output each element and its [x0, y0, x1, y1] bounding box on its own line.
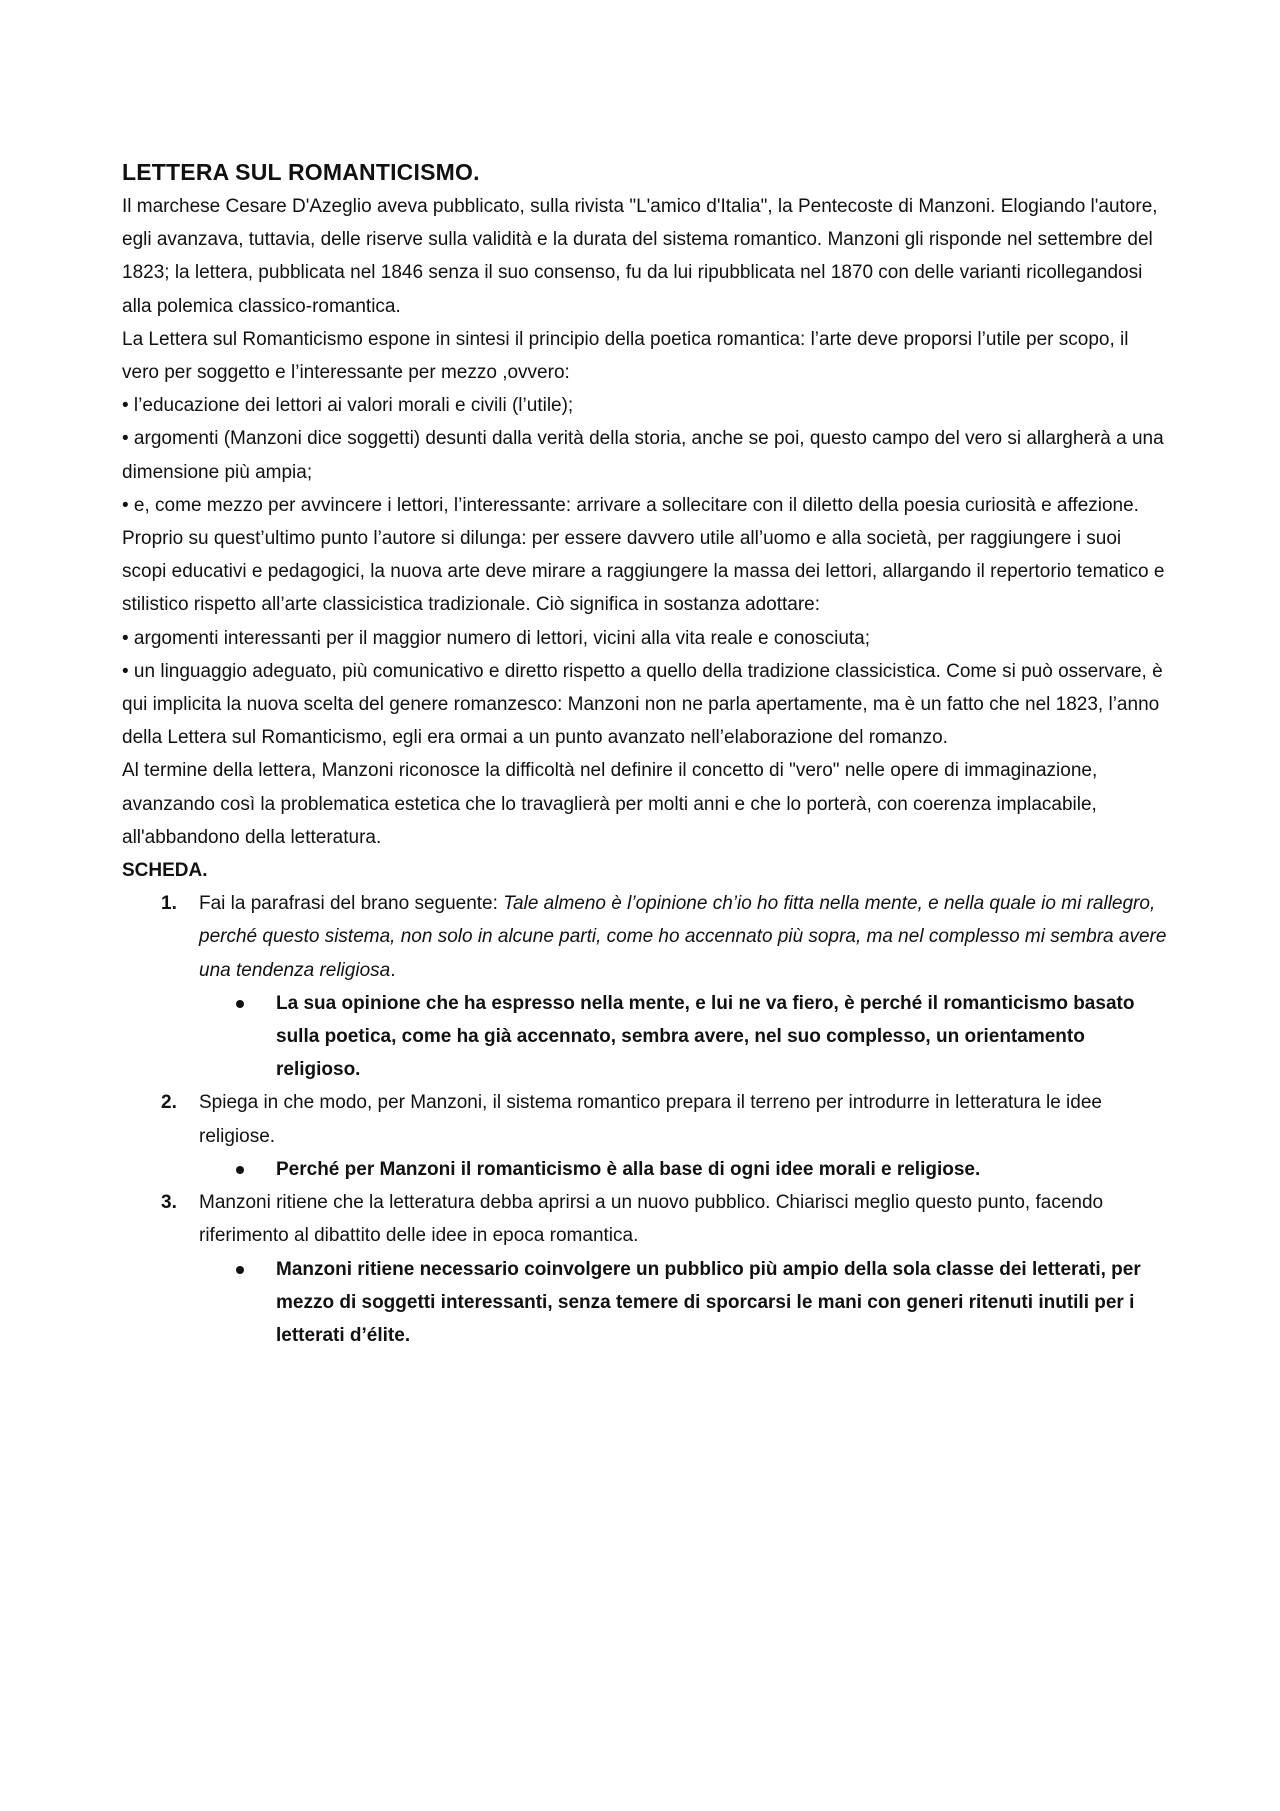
- focus-bullet: • argomenti interessanti per il maggior numero di lettori, vicini alla vita reale e conosciuta;: [122, 627, 871, 649]
- question-number: 1.: [161, 893, 177, 915]
- principle-bullet: • l’educazione dei lettori ai valori morali e civili (l’utile);: [122, 395, 574, 417]
- question-quote-end: .: [390, 959, 396, 981]
- principle-paragraph: La Lettera sul Romanticismo espone in sintesi il principio della poetica romantica: l’arte deve proporsi l’utile per scopo, il vero per soggetto e l’interessante per mezzo ,ovvero:: [122, 328, 1129, 384]
- answer-text: La sua opinione che ha espresso nella mente, e lui ne va fiero, è perché il romanticismo basato sulla poetica, come ha già accennato, sembra avere, nel suo complesso, un orientamento religioso.: [276, 992, 1135, 1081]
- question-prompt: Manzoni ritiene che la letteratura debba aprirsi a un nuovo pubblico. Chiarisci meglio questo punto, facendo riferimento al dibattito delle idee in epoca romantica.: [199, 1192, 1104, 1247]
- answer-text: Perché per Manzoni il romanticismo è alla base di ogni idee morali e religiose.: [276, 1158, 981, 1180]
- bullet-dot-icon: [236, 1166, 244, 1174]
- answer-list: [199, 987, 1170, 1087]
- scheda-heading: SCHEDA.: [122, 860, 208, 882]
- question-item: [122, 1186, 1170, 1352]
- question-item: [122, 1086, 1170, 1186]
- answer-item: [199, 987, 1170, 1087]
- answer-item: [199, 1253, 1170, 1353]
- question-quote: Tale almeno è l’opinione ch’io ho fitta nella mente, e nella quale io mi rallegro, perché questo sistema, non solo in alcune parti, come ho accennato più sopra, ma nel complesso mi sembra avere una tendenza religiosa: [199, 893, 1167, 981]
- closing-paragraph: Al termine della lettera, Manzoni riconosce la difficoltà nel definire il concetto di "vero" nelle opere di immaginazione, avanzando così la problematica estetica che lo travaglierà per molti anni e che lo porterà, con coerenza implacabile, all'abbandono della letteratura.: [122, 760, 1098, 848]
- answer-list: [199, 1253, 1170, 1353]
- document-page: [122, 156, 1170, 1352]
- focus-paragraph: Proprio su quest’ultimo punto l’autore si dilunga: per essere davvero utile all’uomo e alla società, per raggiungere i suoi scopi educativi e pedagogici, la nuova arte deve mirare a raggiungere la massa dei lettori, allargando il repertorio tematico e stilistico rispetto all’arte classicistica tradizionale. Ciò significa in sostanza adottare:: [122, 528, 1165, 616]
- question-list: [122, 887, 1170, 1352]
- intro-paragraph: Il marchese Cesare D'Azeglio aveva pubblicato, sulla rivista "L'amico d'Italia", la Pentecoste di Manzoni. Elogiando l'autore, egli avanzava, tuttavia, delle riserve sulla validità e la durata del sistema romantico. Manzoni gli risponde nel settembre del 1823; la lettera, pubblicata nel 1846 senza il suo consenso, fu da lui ripubblicata nel 1870 con delle varianti ricollegandosi alla polemica classico-romantica.: [122, 196, 1158, 317]
- document-title: LETTERA SUL ROMANTICISMO.: [122, 159, 480, 185]
- bullet-dot-icon: [236, 1266, 244, 1274]
- question-prompt: Fai la parafrasi del brano seguente:: [199, 893, 504, 915]
- question-prompt: Spiega in che modo, per Manzoni, il sistema romantico prepara il terreno per introdurre in letteratura le idee religiose.: [199, 1092, 1102, 1147]
- answer-list: [199, 1153, 1170, 1186]
- focus-bullet: • un linguaggio adeguato, più comunicativo e diretto rispetto a quello della tradizione classicistica. Come si può osservare, è qui implicita la nuova scelta del genere romanzesco: Manzoni non ne parla apertamente, ma è un fatto che nel 1823, l’anno della Lettera sul Romanticismo, egli era ormai a un punto avanzato nell’elaborazione del romanzo.: [122, 660, 1163, 749]
- question-item: [122, 887, 1170, 1086]
- bullet-dot-icon: [236, 1000, 244, 1008]
- principle-bullet: • e, come mezzo per avvincere i lettori, l’interessante: arrivare a sollecitare con il diletto della poesia curiosità e affezione.: [122, 494, 1139, 516]
- question-number: 3.: [161, 1192, 177, 1214]
- answer-item: [199, 1153, 1170, 1186]
- answer-text: Manzoni ritiene necessario coinvolgere un pubblico più ampio della sola classe dei letterati, per mezzo di soggetti interessanti, senza temere di sporcarsi le mani con generi ritenuti inutili per i letterati d’élite.: [276, 1258, 1141, 1346]
- principle-bullet: • argomenti (Manzoni dice soggetti) desunti dalla verità della storia, anche se poi, questo campo del vero si allargherà a una dimensione più ampia;: [122, 428, 1164, 483]
- question-number: 2.: [161, 1092, 177, 1114]
